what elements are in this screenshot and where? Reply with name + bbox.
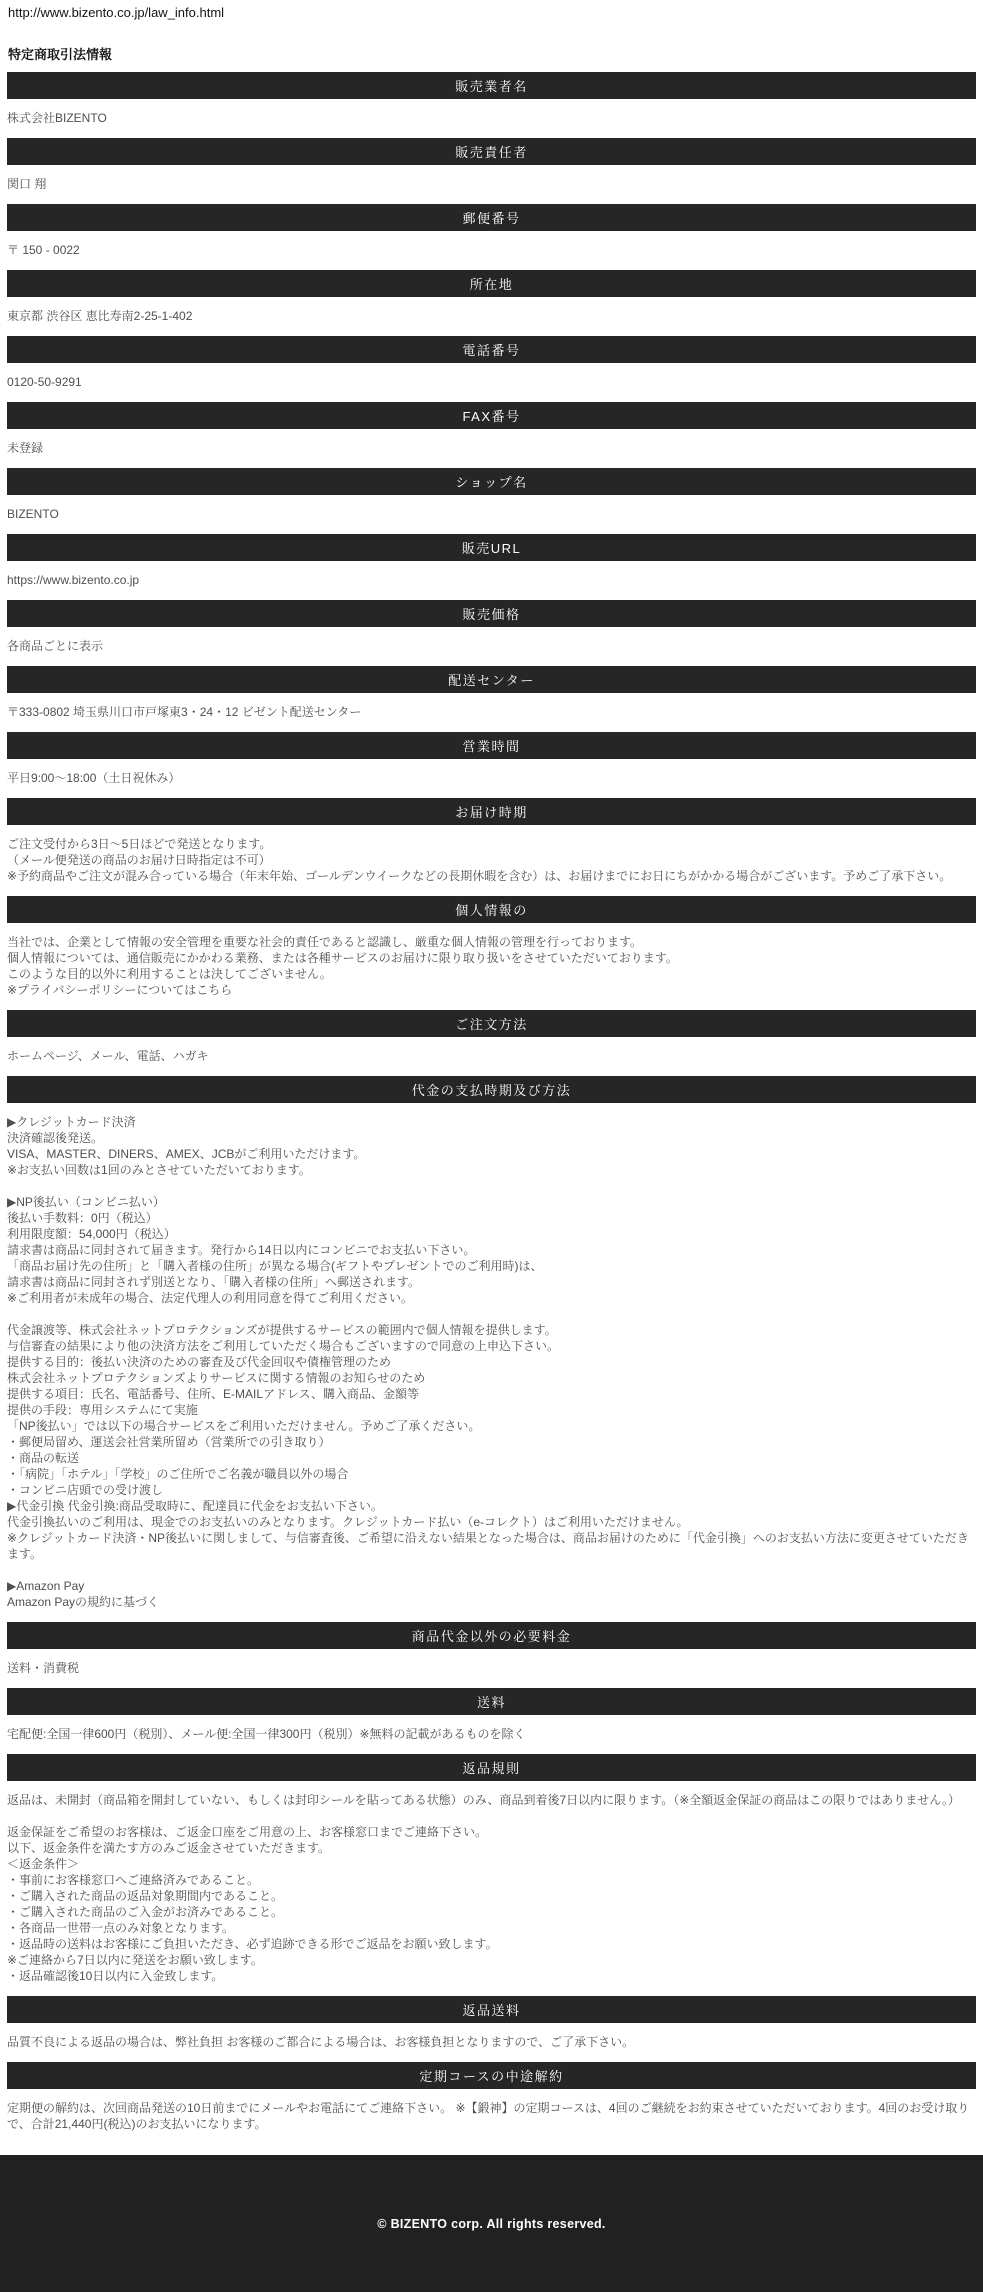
section-text-line: 〒 150 - 0022 [7,243,80,257]
footer [0,2155,983,2292]
section-text-line: 東京都 渋谷区 恵比寿南2-25-1-402 [7,309,193,323]
section-body [0,825,983,896]
section-text-line: ・ご購入された商品の返品対象期間内であること。 [7,1889,284,1903]
section-heading: 販売URL [461,541,522,556]
section-text-line: ▶代金引換 代金引換:商品受取時に、配達員に代金をお支払い下さい。 [7,1499,383,1513]
section-text-line: （メール便発送の商品のお届け日時指定は不可） [7,853,271,867]
section-heading: 販売価格 [462,607,521,622]
page-url: http://www.bizento.co.jp/law_info.html [8,5,225,20]
section-text-line: ▶NP後払い（コンビニ払い） [7,1195,165,1209]
section-text-line: ※プライバシーポリシーについてはこちら [7,983,233,997]
section-text-line: 株式会社BIZENTO [7,111,107,125]
section-text-line: 〒333-0802 埼玉県川口市戸塚東3・24・12 ビゼント配送センター [7,705,362,719]
section-text-line: 0120-50-9291 [7,375,82,389]
section-heading: 営業時間 [462,739,521,754]
section-1 [0,72,983,138]
section-header-bar [7,1688,976,1715]
section-text-line: 提供する目的：後払い決済のための審査及び代金回収や債権管理のため [7,1355,392,1369]
section-text-line: 請求書は商品に同封されず別送となり、「購入者様の住所」へ郵送されます。 [7,1275,421,1289]
section-text-line: ・商品の転送 [7,1451,80,1465]
section-header-bar [7,72,976,99]
section-body [0,429,983,468]
section-body [0,363,983,402]
section-4 [0,270,983,336]
section-17 [0,1688,983,1754]
section-16 [0,1622,983,1688]
section-heading: 所在地 [469,277,514,292]
section-heading: お届け時期 [455,805,528,820]
section-header-bar [7,270,976,297]
section-text-line: ※予約商品やご注文が混み合っている場合（年末年始、ゴールデンウイークなどの長期休暇を含む）は、お届けまでにお日にちがかかる場合がございます。予めご了承下さい。 [7,869,952,883]
section-text-line: ▶Amazon Pay [7,1579,85,1593]
section-text-line: VISA、MASTER、DINERS、AMEX、JCBがご利用いただけます。 [7,1147,366,1161]
section-7 [0,468,983,534]
section-body [0,99,983,138]
section-heading: 販売業者名 [455,79,528,94]
section-text-line: ・「病院」「ホテル」「学校」のご住所でご名義が職員以外の場合 [7,1467,349,1481]
section-12 [0,798,983,896]
copyright-text: © BIZENTO corp. All rights reserved. [377,2216,606,2231]
section-text-line: 平日9:00〜18:00（土日祝休み） [7,771,181,785]
section-header-bar [7,600,976,627]
section-text-line: ※ご利用者が未成年の場合、法定代理人の利用同意を得てご利用ください。 [7,1291,414,1305]
section-body [0,1781,983,1996]
section-heading: 代金の支払時期及び方法 [411,1083,572,1098]
section-text-line: 未登録 [7,441,44,455]
section-text-line: BIZENTO [7,507,59,521]
section-text-line: ・事前にお客様窓口へご連絡済みであること。 [7,1873,260,1887]
section-5 [0,336,983,402]
section-text-line: ▶クレジットカード決済 [7,1115,136,1129]
section-header-bar [7,336,976,363]
section-text-line: 提供する項目：氏名、電話番号、住所、E-MAILアドレス、購入商品、金額等 [7,1387,420,1401]
section-header-bar [7,204,976,231]
section-header-bar [7,402,976,429]
section-13 [0,896,983,1010]
section-text-line: 利用限度額：54,000円（税込） [7,1227,176,1241]
section-header-bar [7,1996,976,2023]
section-15 [0,1076,983,1622]
section-18 [0,1754,983,1996]
section-header-bar [7,138,976,165]
section-heading: ご注文方法 [455,1017,528,1032]
section-header-bar [7,534,976,561]
section-heading: 郵便番号 [462,211,521,226]
section-6 [0,402,983,468]
section-header-bar [7,798,976,825]
blank-line [7,1562,976,1578]
section-text-line: 株式会社ネットプロテクションズよりサービスに関する情報のお知らせのため [7,1371,426,1385]
section-19 [0,1996,983,2062]
section-2 [0,138,983,204]
section-8 [0,534,983,600]
section-text-line: ホームページ、メール、電話、ハガキ [7,1049,209,1063]
section-body [0,495,983,534]
section-text-line: https://www.bizento.co.jp [7,573,140,587]
section-body [0,1649,983,1688]
section-body [0,759,983,798]
section-text-line: 後払い手数料：0円（税込） [7,1211,158,1225]
section-header-bar [7,1076,976,1103]
section-text-line: 関口 翔 [7,177,47,191]
section-header-bar [7,666,976,693]
section-text-line: 品質不良による返品の場合は、弊社負担 お客様のご都合による場合は、お客様負担となりますので、ご了承下さい。 [7,2035,635,2049]
section-header-bar [7,1754,976,1781]
section-body [0,297,983,336]
section-heading: 個人情報の [455,903,528,918]
blank-line [7,1306,976,1322]
section-body [0,693,983,732]
section-header-bar [7,1010,976,1037]
section-header-bar [7,1622,976,1649]
section-body [0,1715,983,1754]
section-heading: 定期コースの中途解約 [419,2069,564,2084]
section-text-line: ※クレジットカード決済・NP後払いに関しまして、与信審査後、ご希望に沿えない結果となった場合は、商品お届けのために「代金引換」へのお支払い方法に変更させていただきます。 [7,1531,969,1561]
section-text-line: 代金譲渡等、株式会社ネットプロテクションズが提供するサービスの範囲内で個人情報を提供します。 [7,1323,557,1337]
section-text-line: ・郵便局留め、運送会社営業所留め（営業所での引き取り） [7,1435,331,1449]
section-text-line: ※お支払い回数は1回のみとさせていただいております。 [7,1163,311,1177]
section-text-line: ・ご購入された商品のご入金がお済みであること。 [7,1905,284,1919]
section-14 [0,1010,983,1076]
section-body [0,627,983,666]
section-text-line: ご注文受付から3日〜5日ほどで発送となります。 [7,837,272,851]
section-heading: FAX番号 [462,409,521,424]
section-text-line: 各商品ごとに表示 [7,639,104,653]
section-9 [0,600,983,666]
section-body [0,2023,983,2062]
section-text-line: 送料・消費税 [7,1661,80,1675]
blank-line [7,1808,976,1824]
section-text-line: 与信審査の結果により他の決済方法をご利用していただく場合もございますので同意の上申込下さい。 [7,1339,560,1353]
section-3 [0,204,983,270]
section-body [0,165,983,204]
section-body [0,1037,983,1076]
section-text-line: 提供の手段：専用システムにて実施 [7,1403,198,1417]
section-text-line: 「NP後払い」では以下の場合サービスをご利用いただけません。予めご了承ください。 [7,1419,481,1433]
section-heading: 配送センター [448,673,535,688]
section-text-line: 返品は、未開封（商品箱を開封していない、もしくは封印シールを貼ってある状態）のみ、商品到着後7日以内に限ります。（※全額返金保証の商品はこの限りではありません。） [7,1793,960,1807]
section-text-line: 当社では、企業として情報の安全管理を重要な社会的責任であると認識し、厳重な個人情報の管理を行っております。 [7,935,643,949]
section-text-line: 宅配便:全国一律600円（税別）、メール便:全国一律300円（税別）※無料の記載があるものを除く [7,1727,526,1741]
section-header-bar [7,732,976,759]
section-text-line: ・返品確認後10日以内に入金致します。 [7,1969,224,1983]
section-text-line: ※ご連絡から7日以内に発送をお願い致します。 [7,1953,263,1967]
section-header-bar [7,468,976,495]
section-text-line: 「商品お届け先の住所」と「購入者様の住所」が異なる場合(ギフトやプレゼントでのご利用時)は、 [7,1259,543,1273]
section-heading: 電話番号 [462,343,521,358]
section-text-line: 返金保証をご希望のお客様は、ご返金口座をご用意の上、お客様窓口までご連絡下さい。 [7,1825,488,1839]
section-text-line: 請求書は商品に同封されて届きます。発行から14日以内にコンビニでお支払い下さい。 [7,1243,476,1257]
blank-line [7,1178,976,1194]
section-body [0,923,983,1010]
section-10 [0,666,983,732]
sections-container [0,72,983,2144]
page-title: 特定商取引法情報 [8,47,113,62]
section-heading: 返品規則 [462,1761,521,1776]
section-text-line: 代金引換払いのご利用は、現金でのお支払いのみとなります。クレジットカード払い（e-コレクト）はご利用いただけません。 [7,1515,689,1529]
section-text-line: ・返品時の送料はお客様にご負担いただき、必ず追跡できる形でご返品をお願い致します。 [7,1937,498,1951]
section-text-line: ・コンビニ店頭での受け渡し [7,1483,164,1497]
section-text-line: 以下、返金条件を満たす方のみご返金させていただきます。 [7,1841,331,1855]
section-text-line: ・各商品一世帯一点のみ対象となります。 [7,1921,235,1935]
section-heading: ショップ名 [455,475,528,490]
section-heading: 商品代金以外の必要料金 [411,1629,572,1644]
section-heading: 販売責任者 [455,145,528,160]
section-header-bar [7,2062,976,2089]
section-body [0,2089,983,2144]
section-text-line: Amazon Payの規約に基づく [7,1595,160,1609]
section-text-line: ＜返金条件＞ [7,1857,80,1871]
section-heading: 返品送料 [462,2003,521,2018]
section-text-line: 決済確認後発送。 [7,1131,104,1145]
section-body [0,1103,983,1622]
section-body [0,561,983,600]
section-text-line: 定期便の解約は、次回商品発送の10日前までにメールやお電話にてご連絡下さい。 ※【鍛神】の定期コースは、4回のご継続をお約束させていただいております。4回のお受け取りで、合計21,440円(税込)のお支払いになります。 [7,2101,970,2131]
section-body [0,231,983,270]
section-text-line: このような目的以外に利用することは決してございません。 [7,967,332,981]
section-heading: 送料 [476,1695,506,1710]
section-11 [0,732,983,798]
section-header-bar [7,896,976,923]
section-text-line: 個人情報については、通信販売にかかわる業務、または各種サービスのお届けに限り取り扱いをさせていただいております。 [7,951,678,965]
section-20 [0,2062,983,2144]
